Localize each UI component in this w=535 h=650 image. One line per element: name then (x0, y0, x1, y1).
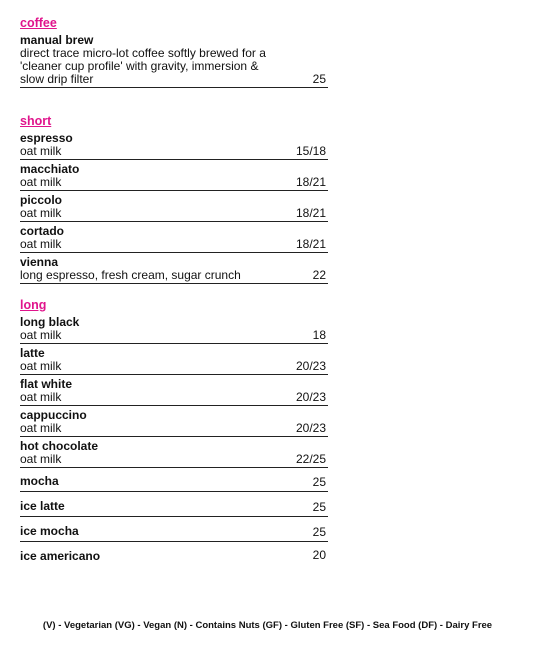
item-price: 22/25 (295, 452, 326, 466)
item-name: hot chocolate (20, 439, 99, 453)
item-description: oat milk (20, 452, 62, 466)
item-name: ice americano (20, 549, 101, 563)
item-description: long espresso, fresh cream, sugar crunch (20, 268, 241, 282)
section-short (20, 114, 328, 284)
item-price: 20/23 (295, 390, 326, 404)
section-long (20, 298, 328, 564)
item-name: vienna (20, 255, 59, 269)
item-name: ice latte (20, 499, 65, 513)
item-name: cortado (20, 224, 65, 238)
item-name: long black (20, 315, 80, 329)
section-title-short: short (20, 114, 52, 128)
item-name: cappuccino (20, 408, 87, 422)
item-name: mocha (20, 474, 59, 488)
item-price: 18/21 (295, 175, 326, 189)
menu-item-ice-latte (20, 499, 328, 517)
item-price: 18 (312, 328, 326, 342)
item-price: 18/21 (295, 237, 326, 251)
item-price: 25 (312, 475, 326, 489)
item-description: oat milk (20, 390, 62, 404)
menu (20, 16, 328, 566)
item-name: ice mocha (20, 524, 79, 538)
item-price: 20/23 (295, 421, 326, 435)
menu-item-macchiato (20, 162, 328, 191)
menu-item-ice-americano (20, 549, 328, 564)
section-title-coffee: coffee (20, 16, 57, 30)
item-description: oat milk (20, 359, 62, 373)
item-price: 18/21 (295, 206, 326, 220)
menu-item-long-black (20, 315, 328, 344)
item-description: oat milk (20, 144, 62, 158)
menu-item-espresso (20, 131, 328, 160)
item-price: 25 (312, 500, 326, 514)
section-title-long: long (20, 298, 47, 312)
item-description: direct trace micro-lot coffee softly brewed for a 'cleaner cup profile' with gravity, immersion & slow drip filter (20, 46, 266, 86)
menu-item-manual-brew (20, 33, 328, 88)
item-price: 20/23 (295, 359, 326, 373)
item-price: 25 (312, 72, 326, 86)
item-name: manual brew (20, 33, 94, 47)
item-description: oat milk (20, 328, 62, 342)
item-name: piccolo (20, 193, 63, 207)
menu-item-cappuccino (20, 408, 328, 437)
dietary-legend: (V) - Vegetarian (VG) - Vegan (N) - Contains Nuts (GF) - Gluten Free (SF) - Sea Food (DF) - Dairy Free (42, 620, 493, 631)
menu-item-vienna (20, 255, 328, 284)
item-description: oat milk (20, 421, 62, 435)
menu-item-piccolo (20, 193, 328, 222)
menu-item-ice-mocha (20, 524, 328, 542)
item-name: latte (20, 346, 45, 360)
item-price: 15/18 (295, 144, 326, 158)
item-price: 25 (312, 525, 326, 539)
menu-item-cortado (20, 224, 328, 253)
menu-item-flat-white (20, 377, 328, 406)
item-name: macchiato (20, 162, 80, 176)
item-name: flat white (20, 377, 73, 391)
menu-item-mocha (20, 474, 328, 492)
item-name: espresso (20, 131, 73, 145)
item-description: oat milk (20, 237, 62, 251)
menu-item-hot-chocolate (20, 439, 328, 468)
item-price: 22 (312, 268, 326, 282)
item-price: 20 (312, 548, 326, 562)
menu-item-latte (20, 346, 328, 375)
section-coffee (20, 16, 328, 88)
item-description: oat milk (20, 175, 62, 189)
item-description: oat milk (20, 206, 62, 220)
